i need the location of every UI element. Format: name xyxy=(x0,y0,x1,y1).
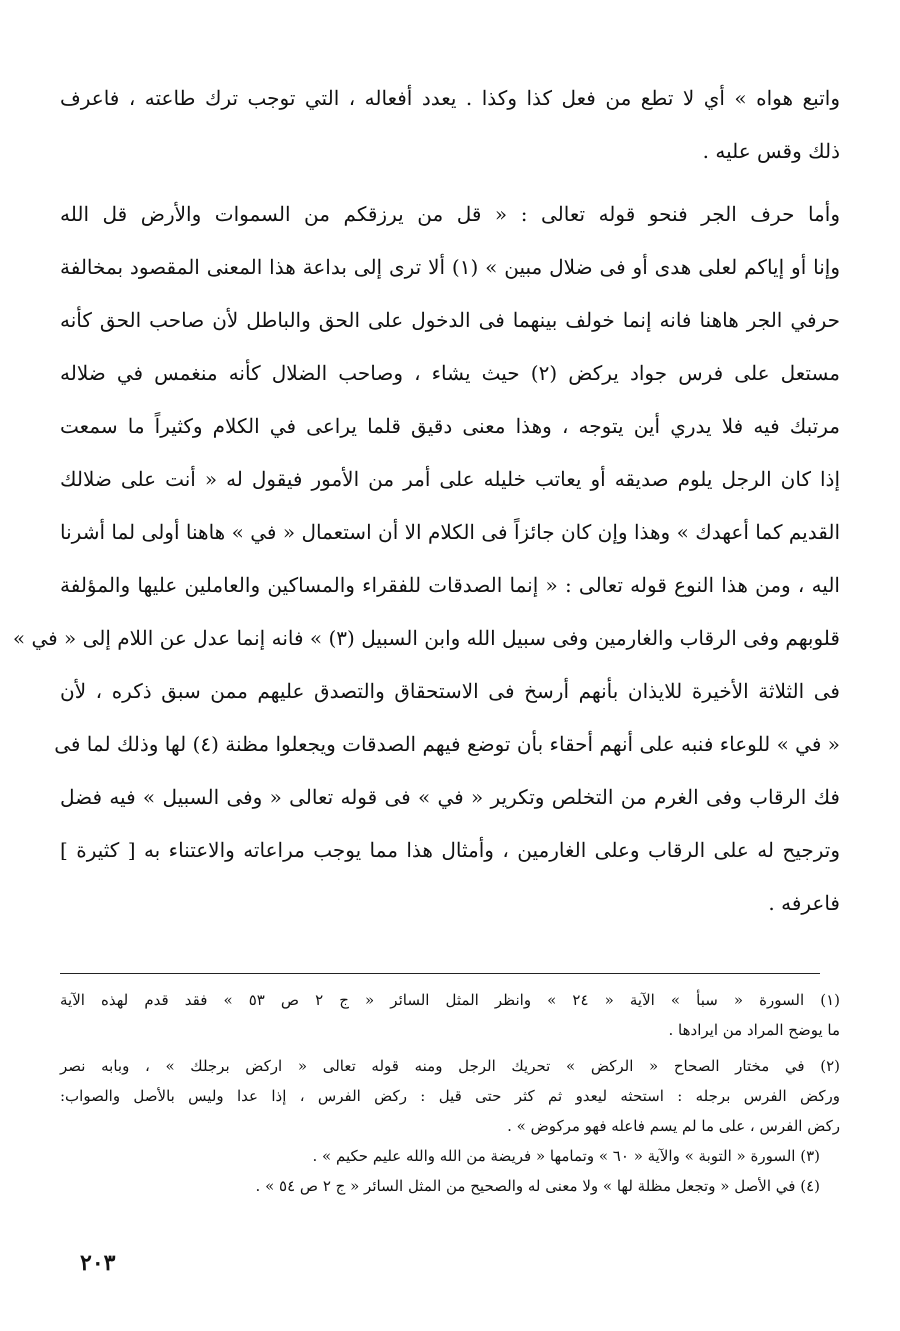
text-line: القديم كما أعهدك » وهذا وإن كان جائزاً فى الكلام الا أن استعمال « في » هاهنا أولى لما أشرنا xyxy=(60,520,840,544)
text-line: وأما حرف الجر فنحو قوله تعالى : « قل من يرزقكم من السموات والأرض قل الله xyxy=(60,202,840,226)
footnotes xyxy=(60,985,840,1201)
text-line: مستعل على فرس جواد يركض (٢) حيث يشاء ، وصاحب الضلال كأنه منغمس في ضلاله xyxy=(60,361,841,385)
footnote-line: وركض الفرس برجله : استحثه ليعدو ثم كثر حتى قيل : ركض الفرس ، إذا عدا وليس بالأصل والصواب: xyxy=(60,1087,840,1105)
text-line: اليه ، ومن هذا النوع قوله تعالى : « إنما الصدقات للفقراء والمساكين والعاملين عليها والمؤلفة xyxy=(60,573,840,597)
text-line: وإنا أو إياكم لعلى هدى أو فى ضلال مبين » (١) ألا ترى إلى بداعة هذا المعنى المقصود بمخالفة xyxy=(60,255,840,279)
footnote-line: (٤) في الأصل « وتجعل مظلة لها » ولا معنى له والصحيح من المثل السائر « ج ٢ ص ٥٤ » . xyxy=(255,1177,820,1195)
footnote-line: (٢) في مختار الصحاح « الركض » تحريك الرجل ومنه قوله تعالى « اركض برجلك » ، وبابه نصر xyxy=(60,1057,840,1075)
text-line: وترجيح له على الرقاب وعلى الغارمين ، وأمثال هذا مما يوجب مراعاته والاعتناء به [ كثيرة ] xyxy=(60,838,840,862)
text-line: فك الرقاب وفى الغرم من التخلص وتكرير « في » فى قوله تعالى « وفى السبيل » فيه فضل xyxy=(60,785,840,809)
text-line: فى الثلاثة الأخيرة للايذان بأنهم أرسخ فى الاستحقاق والتصدق عليهم ممن سبق ذكره ، لأن xyxy=(60,679,840,703)
page-number: ٢٠٣ xyxy=(80,1250,116,1276)
text-line: إذا كان الرجل يلوم صديقه أو يعاتب خليله على أمر من الأمور فيقول له « أنت على ضلالك xyxy=(60,467,840,491)
footnote-line: ركض الفرس ، على ما لم يسم فاعله فهو مركوض » . xyxy=(507,1117,840,1135)
paragraph-gap xyxy=(60,178,840,188)
text-line: « في » للوعاء فنبه على أنهم أحقاء بأن توضع فيهم الصدقات ويجعلوا مظنة (٤) لها وذلك لما فى xyxy=(54,732,840,756)
footnote-line: (٣) السورة « التوبة » والآية « ٦٠ » وتمامها « فريضة من الله والله عليم حكيم » . xyxy=(312,1147,820,1165)
text-line: فاعرفه . xyxy=(768,891,840,915)
text-line: قلوبهم وفى الرقاب والغارمين وفى سبيل الله وابن السبيل (٣) » فانه إنما عدل عن اللام إلى « في » xyxy=(12,626,840,650)
main-body-text xyxy=(12,72,841,930)
text-line: مرتبك فيه فلا يدري أين يتوجه ، وهذا معنى دقيق قلما يراعى في الكلام وكثيراً ما سمعت xyxy=(60,414,840,438)
text-line: ذلك وقس عليه . xyxy=(702,139,840,163)
footnote-separator xyxy=(60,973,820,974)
text-line: حرفي الجر هاهنا فانه إنما خولف بينهما فى الدخول على الحق والباطل لأن صاحب الحق كأنه xyxy=(60,308,840,332)
footnote-line: (١) السورة « سبأ » الآية « ٢٤ » وانظر المثل السائر « ج ٢ ص ٥٣ » فقد قدم لهذه الآية xyxy=(60,991,840,1009)
footnote-line: ما يوضح المراد من ايرادها . xyxy=(668,1021,840,1039)
text-line: واتبع هواه » أي لا تطع من فعل كذا وكذا . يعدد أفعاله ، التي توجب ترك طاعته ، فاعرف xyxy=(60,86,840,110)
